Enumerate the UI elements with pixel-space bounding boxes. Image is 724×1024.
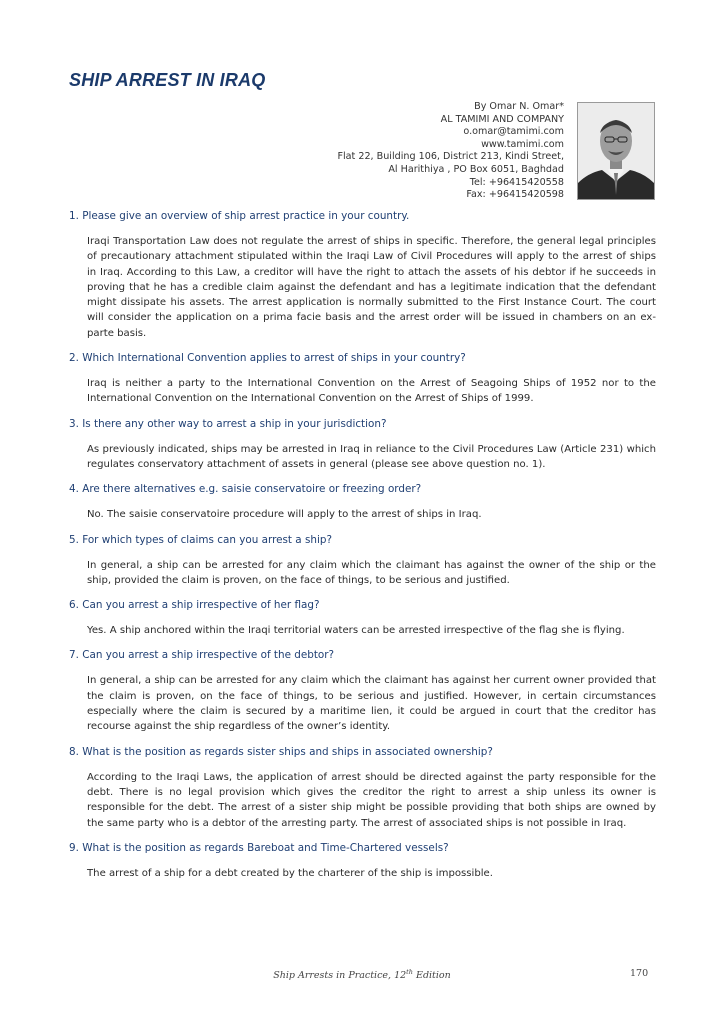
- qa-content: [69, 210, 656, 892]
- question-heading: 4. Are there alternatives e.g. saisie conservatoire or freezing order?: [69, 483, 422, 496]
- author-contact-block: [204, 101, 564, 202]
- author-byline: By Omar N. Omar*: [474, 101, 564, 112]
- author-email: o.omar@tamimi.com: [463, 126, 564, 138]
- author-tel: Tel: +96415420558: [469, 176, 564, 188]
- question-heading: 2. Which International Convention applies to arrest of ships in your country?: [69, 352, 466, 365]
- answer-paragraph: In general, a ship can be arrested for any claim which the claimant has against her current owner provided that the claim is proven, on the face of things, to be serious and justified. However, in certain circumstances especially where the claim is secured by a maritime lien, it could be argued in court that the creditor has recourse against the ship regardless of the owner’s identity.: [87, 675, 656, 733]
- footer-publication: [0, 968, 724, 981]
- question-heading: 9. What is the position as regards Bareboat and Time-Chartered vessels?: [69, 841, 449, 854]
- footer-title: Ship Arrests in Practice, 12: [273, 970, 407, 982]
- page-title: SHIP ARREST IN IRAQ: [69, 70, 266, 90]
- question-heading: 6. Can you arrest a ship irrespective of her flag?: [69, 599, 320, 612]
- question-heading: 5. For which types of claims can you arrest a ship?: [69, 533, 332, 546]
- answer-paragraph: Iraqi Transportation Law does not regulate the arrest of ships in specific. Therefore, the general legal principles of precautionary attachment stipulated within the Iraqi Law of Civil Procedures will apply to the arrest of ships in Iraq. According to this Law, a creditor will have the right to attach the assets of his debtor if he succeeds in proving that he has a credible claim against the defendant and has a legitimate indication that the defendant might dissipate his assets. The arrest application is normally submitted to the First Instance Court. The court will consider the application on a prima facie basis and the arrest order will be issued in chambers on an ex-parte basis.: [87, 236, 656, 339]
- question-heading: 7. Can you arrest a ship irrespective of the debtor?: [69, 649, 335, 662]
- question-heading: 3. Is there any other way to arrest a ship in your jurisdiction?: [69, 417, 387, 430]
- question-heading: 1. Please give an overview of ship arrest practice in your country.: [69, 210, 410, 222]
- author-firm: AL TAMIMI AND COMPANY: [440, 113, 564, 125]
- author-website: www.tamimi.com: [481, 138, 564, 150]
- question-heading: 8. What is the position as regards sister ships and ships in associated ownership?: [69, 745, 493, 758]
- author-photo: [577, 102, 655, 200]
- answer-paragraph: Yes. A ship anchored within the Iraqi territorial waters can be arrested irrespective of the flag she is flying.: [87, 625, 625, 637]
- answer-paragraph: As previously indicated, ships may be arrested in Iraq in reliance to the Civil Procedures Law (Article 231) which regulates conservatory attachment of assets in general (please see above question no. 1).: [87, 443, 656, 470]
- answer-paragraph: In general, a ship can be arrested for any claim which the claimant has against the owner of the ship or the ship, provided the claim is proven, on the face of things, to be serious and justified.: [87, 559, 656, 586]
- answer-paragraph: The arrest of a ship for a debt created by the charterer of the ship is impossible.: [87, 867, 493, 879]
- footer-edition-suffix: th: [406, 968, 413, 976]
- answer-paragraph: According to the Iraqi Laws, the application of arrest should be directed against the party responsible for the debt. There is no legal provision which gives the creditor the right to arrest a ship unless its owner is responsible for the debt. The arrest of a sister ship might be possible providing that both ships are owned by the same party who is a debtor of the arresting party. The arrest of associated ships is not possible in Iraq.: [87, 771, 656, 829]
- author-address-line-1: Flat 22, Building 106, District 213, Kindi Street,: [337, 151, 564, 163]
- author-fax: Fax: +96415420598: [466, 189, 564, 201]
- answer-paragraph: No. The saisie conservatoire procedure will apply to the arrest of ships in Iraq.: [87, 509, 482, 521]
- author-address-line-2: Al Harithiya , PO Box 6051, Baghdad: [388, 163, 564, 175]
- footer-edition-word: Edition: [412, 970, 451, 982]
- answer-paragraph: Iraq is neither a party to the International Convention on the Arrest of Seagoing Ships of 1952 nor to the International Convention on the International Convention on the Arrest of Ships of 1999.: [87, 378, 656, 405]
- page-number: 170: [630, 968, 649, 979]
